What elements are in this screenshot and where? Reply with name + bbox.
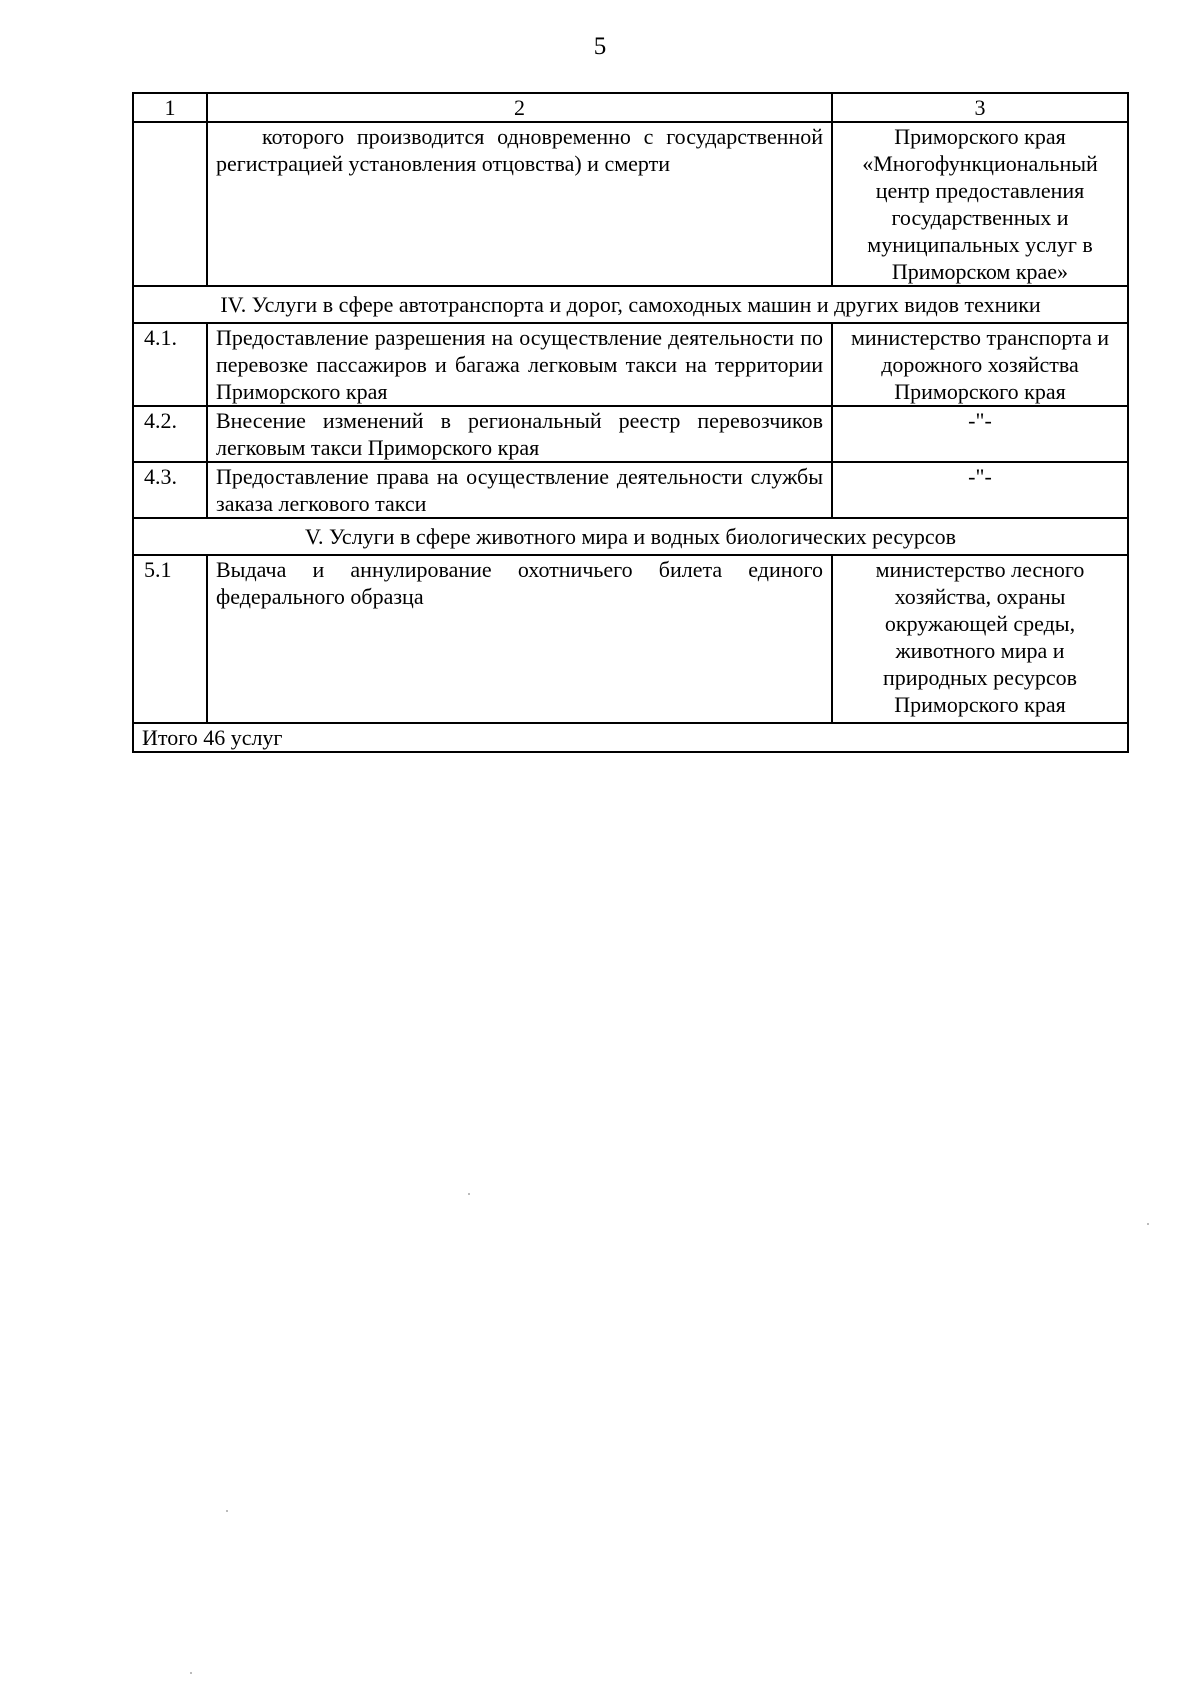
service-name: Внесение изменений в региональный реестр перевозчиков легковым такси Приморского края: [207, 406, 832, 462]
table-row: [133, 555, 1128, 723]
section-iv-heading: IV. Услуги в сфере автотранспорта и дорог, самоходных машин и других видов техники: [133, 286, 1128, 323]
section-v-heading: V. Услуги в сфере животного мира и водных биологических ресурсов: [133, 518, 1128, 555]
service-name: Предоставление права на осуществление деятельности службы заказа легкового такси: [207, 462, 832, 518]
table-row: [133, 323, 1128, 406]
row-number: 4.1.: [133, 323, 207, 406]
scan-speck: [226, 1510, 228, 1512]
service-provider: Приморского края «Многофункциональный центр предоставления государственных и муниципальных услуг в Приморском крае»: [832, 122, 1128, 286]
column-header-3: 3: [832, 93, 1128, 122]
service-name: Выдача и аннулирование охотничьего билета единого федерального образца: [207, 555, 832, 723]
services-table: [132, 92, 1129, 753]
scan-speck: [1147, 1223, 1149, 1225]
column-header-2: 2: [207, 93, 832, 122]
total-count: Итого 46 услуг: [133, 723, 1128, 752]
scan-speck: [190, 1672, 192, 1674]
service-provider: министерство транспорта и дорожного хозяйства Приморского края: [832, 323, 1128, 406]
row-number: 5.1: [133, 555, 207, 723]
service-name: Предоставление разрешения на осуществление деятельности по перевозке пассажиров и багажа легковым такси на территории Приморского края: [207, 323, 832, 406]
service-provider: министерство лесного хозяйства, охраны окружающей среды, животного мира и природных ресурсов Приморского края: [832, 555, 1128, 723]
table-header-row: [133, 93, 1128, 122]
service-provider: -"-: [832, 406, 1128, 462]
section-iv-heading-row: [133, 286, 1128, 323]
page-number: 5: [593, 33, 607, 60]
row-number: 4.3.: [133, 462, 207, 518]
service-name: которого производится одновременно с государственной регистрацией установления отцовства) и смерти: [207, 122, 832, 286]
table-row: [133, 462, 1128, 518]
column-header-1: 1: [133, 93, 207, 122]
row-number: [133, 122, 207, 286]
total-row: [133, 723, 1128, 752]
table-row: [133, 406, 1128, 462]
row-number: 4.2.: [133, 406, 207, 462]
service-provider: -"-: [832, 462, 1128, 518]
section-v-heading-row: [133, 518, 1128, 555]
scan-speck: [468, 1193, 470, 1195]
table-row-continuation: [133, 122, 1128, 286]
